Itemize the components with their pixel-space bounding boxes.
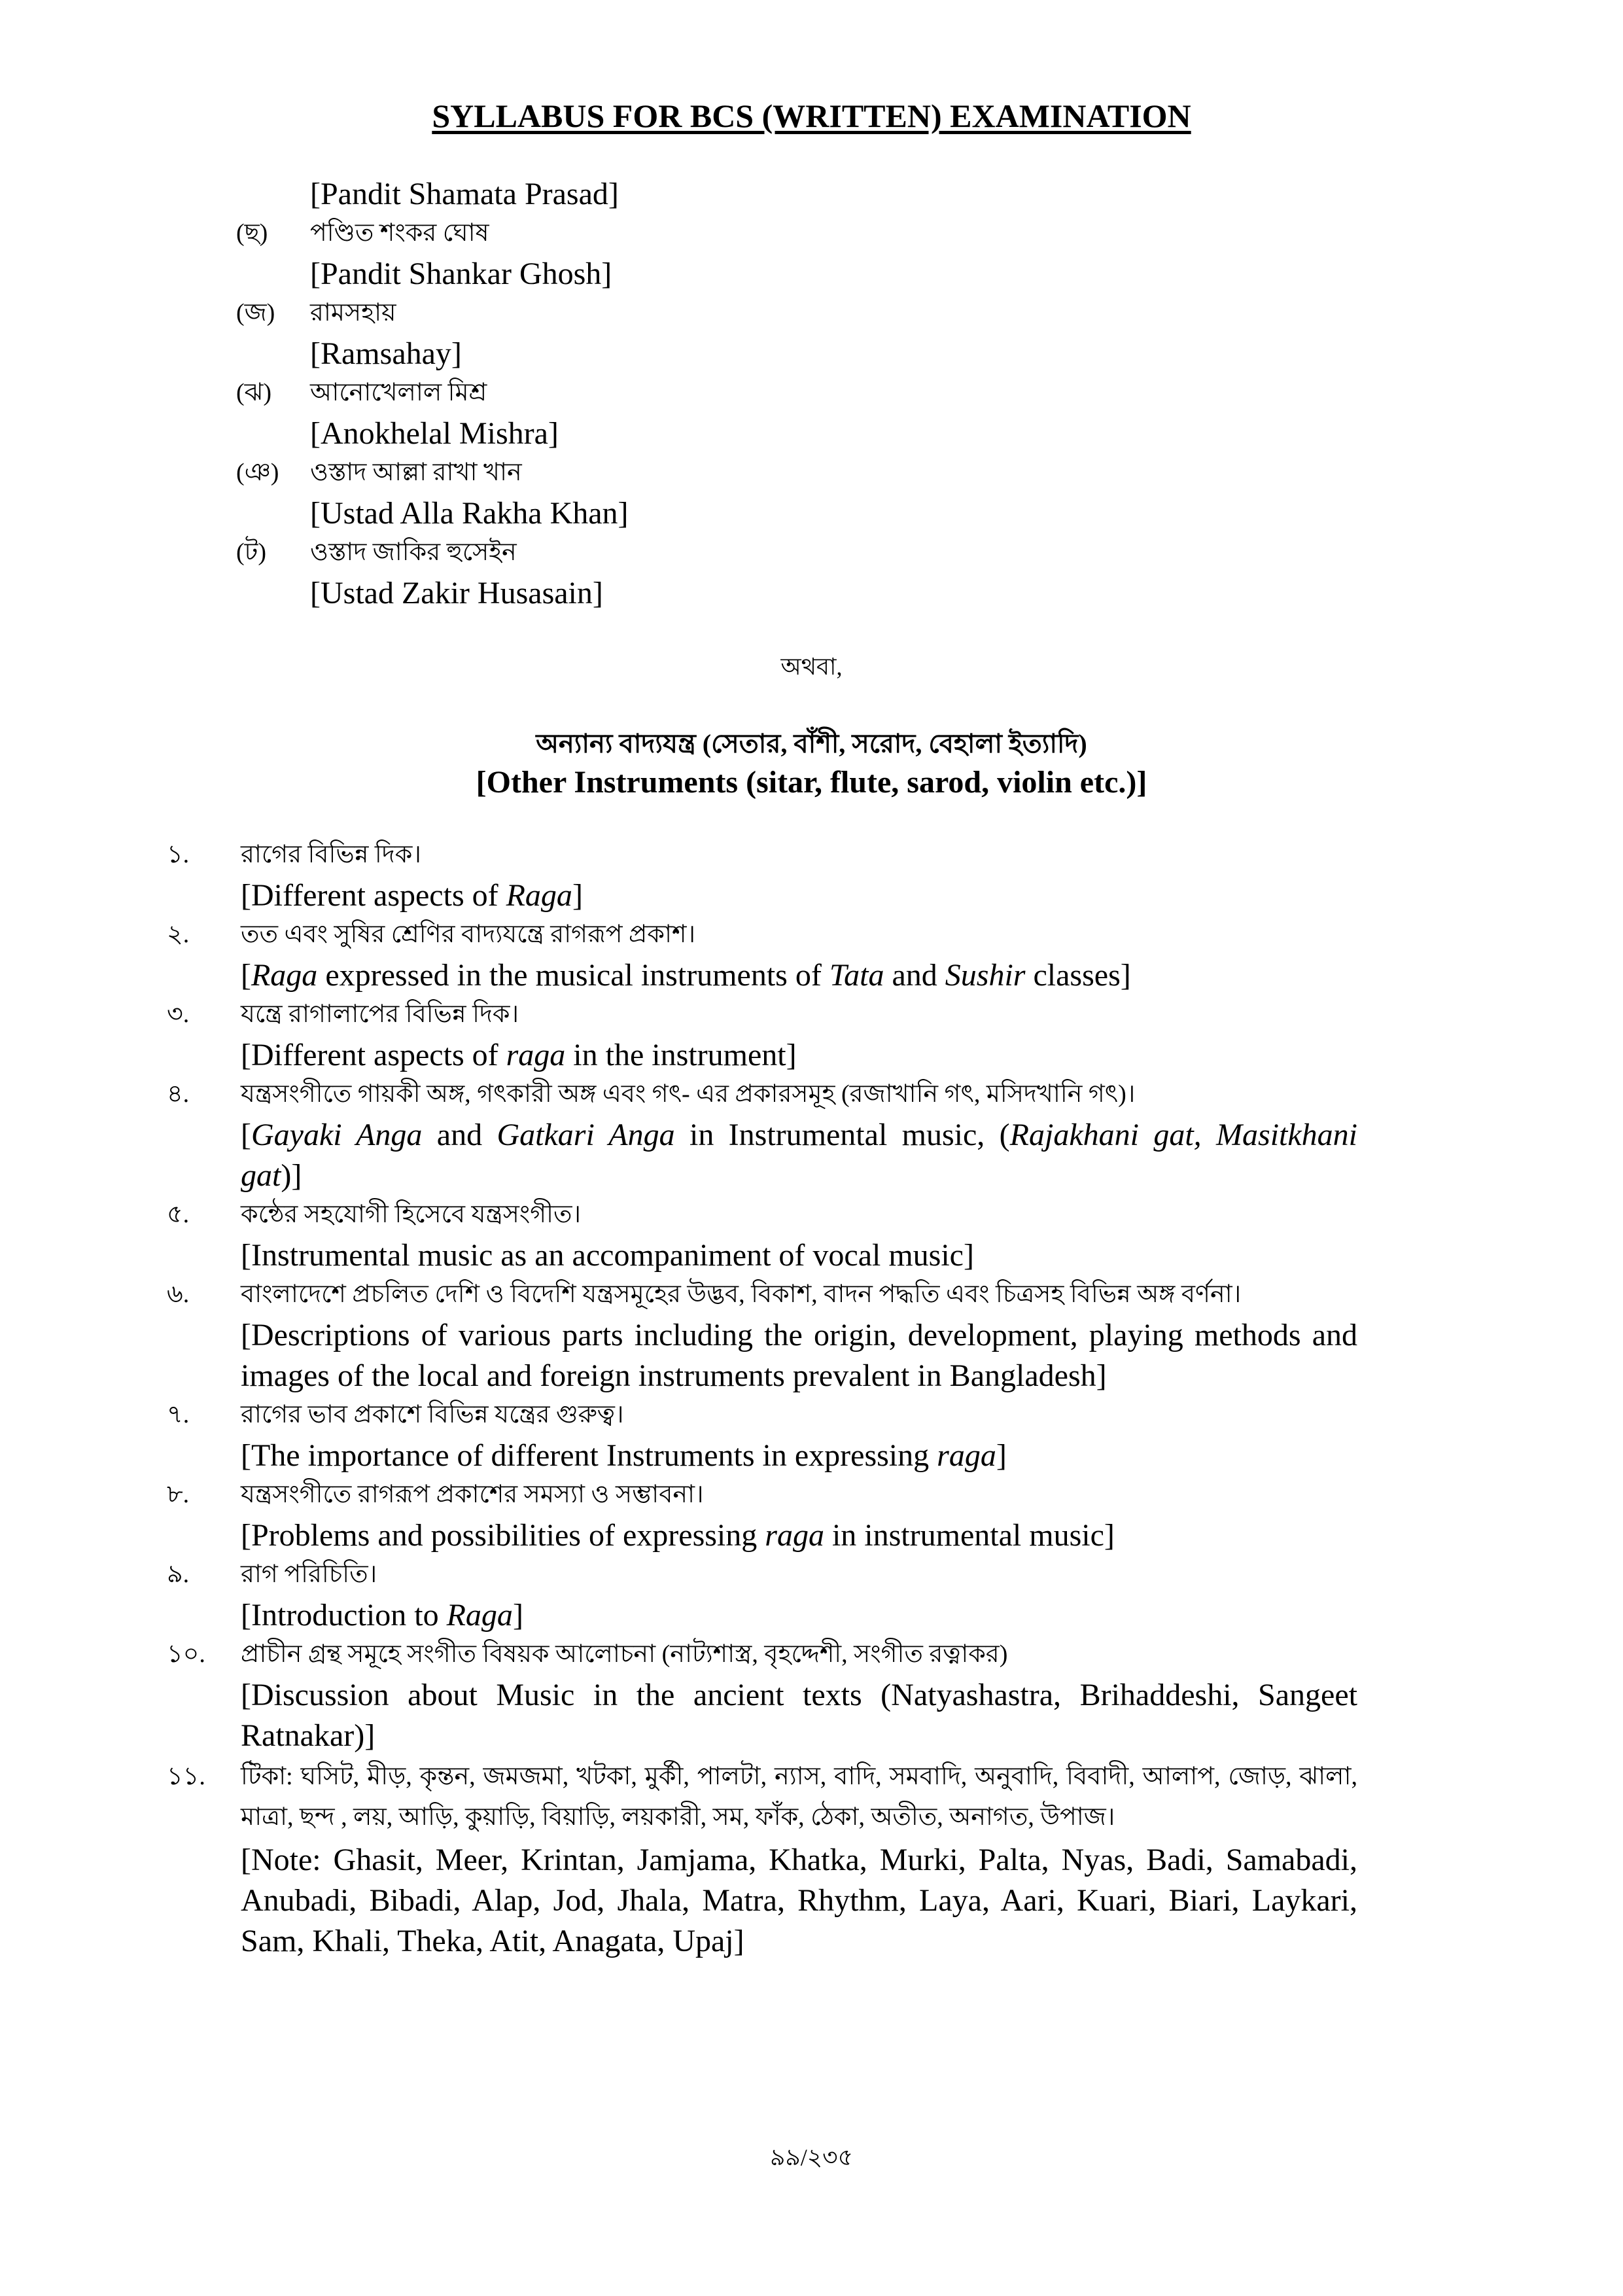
text-run: in instrumental music] [824, 1518, 1115, 1553]
list-item [236, 454, 1361, 493]
italic-term: Gayaki Anga [251, 1118, 423, 1152]
italic-term: Tata [829, 958, 884, 993]
list-item-label: (ঝ) [236, 379, 272, 406]
italic-term: Gatkari Anga [497, 1118, 675, 1152]
topic-english [167, 1436, 1357, 1476]
topic-english [167, 955, 1357, 996]
page-title: SYLLABUS FOR BCS (WRITTEN) EXAMINATION [432, 97, 1191, 134]
italic-term: Raga [446, 1598, 513, 1633]
italic-term: raga [765, 1518, 824, 1553]
text-run: )] [281, 1158, 302, 1193]
list-item-english: [Anokhelal Mishra] [310, 416, 559, 451]
instrumentalist-list [236, 174, 1361, 614]
text-run: in Instrumental music, ( [674, 1118, 1010, 1152]
section-heading-bengali: অন্যান্য বাদ্যযন্ত্র (সেতার, বাঁশী, সরোদ, বেহালা ইত্যাদি) [536, 729, 1087, 758]
italic-term: raga [506, 1038, 566, 1072]
text-run: [Note: Ghasit, Meer, Krintan, Jamjama, Khatka, Murki, Palta, Nyas, Badi, Samabadi, Anubadi, Bibadi, Alap, Jod, Jhala, Matra, Rhythm, Laya, Aari, Kuari, Biari, Laykari, Sam, Khali, Theka, Atit, Anagata, Upaj] [241, 1843, 1357, 1958]
topic-bengali: রাগের ভাব প্রকাশে বিভিন্ন যন্ত্রের গুরুত্ব। [241, 1401, 624, 1428]
topic-english [167, 1515, 1357, 1556]
topic-bengali: টিকা: ঘসিট, মীড়, কৃন্তন, জমজমা, খটকা, মুর্কী, পালটা, ন্যাস, বাদি, সমবাদি, অনুবাদি, বিবাদী, আলাপ, জোড়, ঝালা, মাত্রা, ছন্দ , লয়, আড়ি, কুয়াড়ি, বিয়াড়ি, লয়কারী, সম, ফাঁক, ঠেকা, অতীত, অনাগত, উপাজ। [241, 1763, 1357, 1831]
topic-item [167, 1276, 1357, 1396]
text-run: [Different aspects of [241, 878, 506, 913]
topic-number: ৪. [167, 1080, 190, 1108]
list-item-bengali: ওস্তাদ জাকির হুসেইন [310, 539, 517, 566]
topic-item [167, 916, 1357, 996]
text-run: ] [512, 1598, 523, 1633]
list-item [236, 534, 1361, 573]
text-run: [ [241, 1118, 251, 1152]
italic-term: Raga [506, 878, 572, 913]
italic-term: raga [937, 1438, 996, 1473]
topic-item [167, 1636, 1357, 1756]
topic-item [167, 836, 1357, 916]
topic-bengali: যন্ত্রে রাগালাপের বিভিন্ন দিক। [241, 1000, 519, 1028]
italic-term: Sushir [945, 958, 1026, 993]
list-item-bengali: আনোখেলাল মিশ্র [310, 379, 487, 406]
topic-number: ৩. [167, 1000, 190, 1028]
text-run: [ [241, 958, 251, 993]
topic-number: ৬. [167, 1280, 190, 1308]
topic-item [167, 1476, 1357, 1556]
text-run: ] [572, 878, 583, 913]
topic-english [167, 875, 1357, 916]
topic-bengali: রাগের বিভিন্ন দিক। [241, 841, 421, 868]
topic-english [167, 1035, 1357, 1076]
text-run: in the instrument] [565, 1038, 797, 1072]
topic-item [167, 1076, 1357, 1196]
list-item-label: (ঞ) [236, 459, 279, 486]
page-number: ৯৯/২৩৫ [770, 2144, 853, 2170]
topic-english [167, 1235, 1357, 1276]
topic-english [167, 1840, 1357, 1962]
list-item-bengali: পণ্ডিত শংকর ঘোষ [310, 219, 489, 247]
topic-number: ১১. [167, 1763, 205, 1790]
syllabus-topic-list [167, 836, 1357, 1962]
text-run: [The importance of different Instruments in expressing [241, 1438, 937, 1473]
text-run: [Introduction to [241, 1598, 447, 1633]
topic-english [167, 1595, 1357, 1636]
list-item-english: [Ustad Zakir Husasain] [310, 576, 603, 610]
section-heading-english: [Other Instruments (sitar, flute, sarod, violin etc.)] [476, 765, 1147, 800]
text-run: expressed in the musical instruments of [317, 958, 829, 993]
italic-term: Rajakhani gat, Masitkhani gat [241, 1118, 1357, 1193]
topic-bengali: বাংলাদেশে প্রচলিত দেশি ও বিদেশি যন্ত্রসমূহের উদ্ভব, বিকাশ, বাদন পদ্ধতি এবং চিত্রসহ বিভিন্ন অঙ্গ বর্ণনা। [241, 1280, 1242, 1308]
list-item-english: [Pandit Shankar Ghosh] [310, 256, 612, 291]
list-item [236, 294, 1361, 334]
list-item-bengali: রামসহায় [310, 299, 396, 327]
topic-bengali: রাগ পরিচিতি। [241, 1561, 377, 1588]
text-run: [Descriptions of various parts including the origin, development, playing methods and images of the local and foreign instruments prevalent in Bangladesh] [241, 1318, 1357, 1393]
topic-number: ১. [167, 841, 190, 868]
topic-number: ২. [167, 921, 190, 948]
topic-number: ৮. [167, 1481, 190, 1508]
list-item-label: (ট) [236, 539, 267, 566]
topic-item [167, 996, 1357, 1076]
topic-item [167, 1756, 1357, 1962]
topic-number: ৭. [167, 1401, 190, 1428]
topic-item [167, 1196, 1357, 1276]
topic-english [167, 1675, 1357, 1756]
text-run: [Problems and possibilities of expressing [241, 1518, 765, 1553]
topic-number: ৫. [167, 1201, 190, 1228]
text-run: [Discussion about Music in the ancient texts (Natyashastra, Brihaddeshi, Sangeet Ratnakar)] [241, 1678, 1357, 1753]
list-item [236, 374, 1361, 414]
text-run: [Different aspects of [241, 1038, 506, 1072]
topic-bengali: কন্ঠের সহযোগী হিসেবে যন্ত্রসংগীত। [241, 1201, 582, 1228]
topic-bengali: যন্ত্রসংগীতে গায়কী অঙ্গ, গৎকারী অঙ্গ এবং গৎ- এর প্রকারসমূহ (রজাখানি গৎ, মসিদখানি গৎ)। [241, 1080, 1136, 1108]
list-item-label: (জ) [236, 299, 275, 327]
text-run: [Instrumental music as an accompaniment of vocal music] [241, 1238, 974, 1273]
list-item-english: [Pandit Shamata Prasad] [310, 177, 619, 211]
text-run: and [884, 958, 945, 993]
list-item-label: (ছ) [236, 219, 268, 247]
topic-bengali: প্রাচীন গ্রন্থ সমূহে সংগীত বিষয়ক আলোচনা (নাট্যশাস্ত্র, বৃহদ্দেশী, সংগীত রত্নাকর) [241, 1640, 1008, 1668]
text-run: and [422, 1118, 497, 1152]
or-separator: অথবা, [780, 654, 843, 680]
text-run: classes] [1025, 958, 1131, 993]
topic-bengali: যন্ত্রসংগীতে রাগরূপ প্রকাশের সমস্যা ও সম্ভাবনা। [241, 1481, 704, 1508]
topic-bengali: তত এবং সুষির শ্রেণির বাদ্যযন্ত্রে রাগরূপ প্রকাশ। [241, 921, 696, 948]
topic-number: ১০. [167, 1640, 205, 1668]
list-item-english: [Ramsahay] [310, 336, 462, 371]
italic-term: Raga [251, 958, 318, 993]
text-run: ] [996, 1438, 1007, 1473]
list-item-english: [Ustad Alla Rakha Khan] [310, 496, 629, 531]
list-item [236, 215, 1361, 254]
topic-english [167, 1315, 1357, 1396]
topic-number: ৯. [167, 1561, 190, 1588]
topic-item [167, 1556, 1357, 1636]
topic-english [167, 1115, 1357, 1196]
list-item-bengali: ওস্তাদ আল্লা রাখা খান [310, 459, 522, 486]
topic-item [167, 1396, 1357, 1476]
